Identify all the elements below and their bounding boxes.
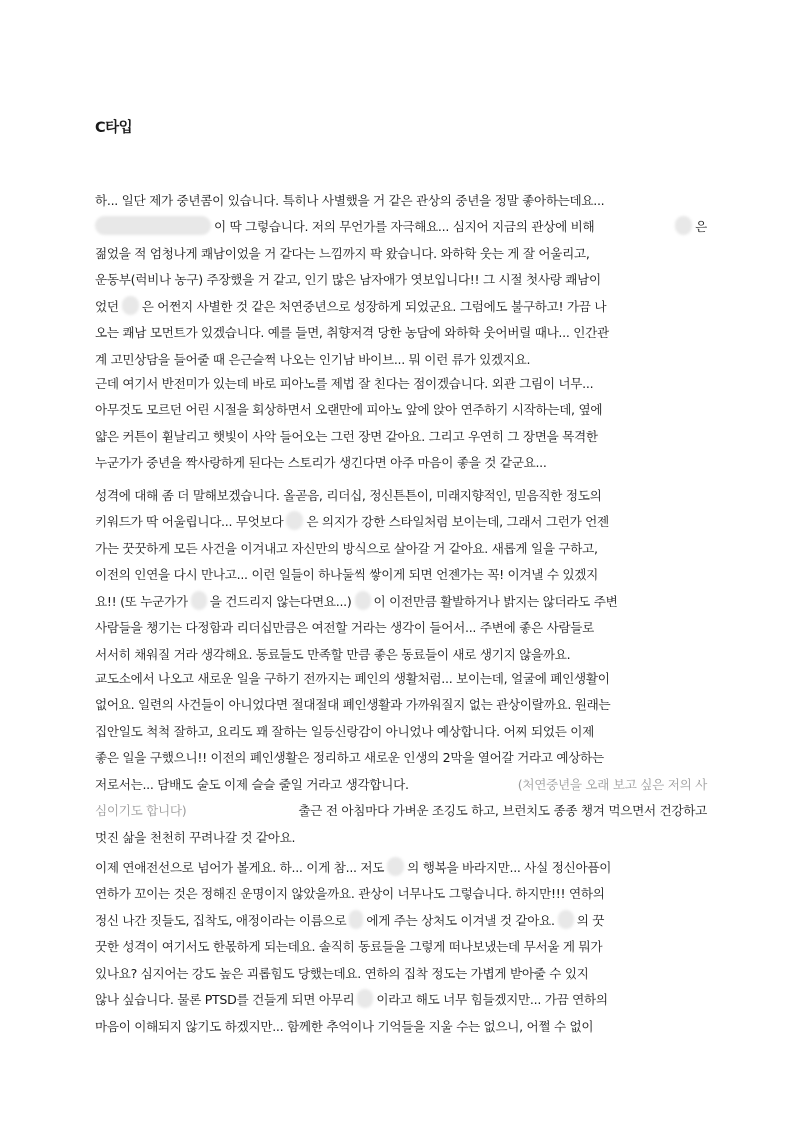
- redacted-name: [675, 216, 692, 235]
- redacted-name: [355, 591, 371, 610]
- text-line: 이전의 인연을 다시 만나고... 이런 일들이 하나둘씩 쌓이게 되면 언젠가는 꼭! 이겨낼 수 있겠지: [95, 567, 599, 583]
- paragraph-2: [95, 369, 707, 475]
- text-line: 이 딱 그렇습니다. 저의 무언가를 자극해요... 심지어 지금의 관상에 비해 은: [95, 213, 707, 240]
- text-line: 키워드가 딱 어울립니다... 무엇보다 은 의지가 강한 스타일처럼 보이는데, 그래서 그런가 언젠: [95, 508, 707, 535]
- paragraph-3: [95, 481, 707, 667]
- redacted-name: [95, 216, 211, 235]
- text-line: 사람들을 챙기는 다정함과 리더십만큼은 여전할 거라는 생각이 들어서... 주변에 좋은 사람들로: [95, 620, 595, 636]
- redacted-name: [357, 989, 373, 1008]
- redacted-name: [191, 591, 207, 610]
- redacted-name: [349, 910, 363, 929]
- text-line: 하... 일단 제가 중년콤이 있습니다. 특히나 사별했을 거 같은 관상의 중년을 정말 좋아하는데요...: [95, 192, 605, 208]
- text-line: 서서히 채워질 거라 생각해요. 동료들도 만족할 만큼 좋은 동료들이 새로 생기지 않을까요.: [95, 646, 571, 662]
- text-line: 집안일도 척척 잘하고, 요리도 꽤 잘하는 일등신랑감이 아니었나 예상합니다. 어찌 되었든 이제: [95, 723, 595, 739]
- text-line: 아무것도 모르던 어린 시절을 회상하면서 오랜만에 피아노 앞에 앉아 연주하기 시작하는데, 옆에: [95, 402, 603, 418]
- text-line: 었던 은 어쩐지 사별한 것 같은 처연중년으로 성장하게 되었군요. 그럼에도 불구하고! 가끔 나: [95, 292, 707, 319]
- text-line: 연하가 꼬이는 것은 정해진 운명이지 않았을까요. 관상이 너무나도 그렇습니다. 하지만!!! 연하의: [95, 886, 605, 902]
- text-line: 젊었을 적 엄청나게 쾌남이었을 거 같다는 느낌까지 팍 왔습니다. 와하학 웃는 게 잘 어울리고,: [95, 245, 590, 261]
- redacted-name: [558, 910, 574, 929]
- text-line: 성격에 대해 좀 더 말해보겠습니다. 올곧음, 리더십, 정신튼튼이, 미래지향적인, 믿음직한 정도의: [95, 487, 602, 503]
- text-line: 요!! (또 누군가가 을 건드리지 않는다면요...) 이 이전만큼 활발하거나 밝지는 않더라도 주변: [95, 587, 707, 614]
- text-line: 저로서는... 담배도 술도 이제 슬슬 줄일 거라고 생각합니다. (처연중년을 오래 보고 싶은 저의 사: [95, 770, 707, 797]
- text-line: 이제 연애전선으로 넘어가 볼게요. 하... 이게 참... 저도 의 행복을 바라지만... 사실 정신아픔이: [95, 853, 707, 880]
- text-line: 교도소에서 나오고 새로운 일을 구하기 전까지는 폐인의 생활처럼... 보이는데, 얼굴에 폐인생활이: [95, 670, 610, 686]
- text-line: 않나 싶습니다. 물론 PTSD를 건들게 되면 아무리 이라고 해도 너무 힘들겠지만... 가끔 연하의: [95, 986, 707, 1013]
- redacted-name: [122, 296, 139, 315]
- text-line: 없어요. 일련의 사건들이 아니었다면 절대절대 폐인생활과 가까워질지 없는 관상이랄까요. 원래는: [95, 697, 611, 713]
- text-line: 좋은 일을 구했으니!! 이전의 폐인생활은 정리하고 새로운 인생의 2막을 열어갈 거라고 예상하는: [95, 750, 604, 766]
- text-line: 정신 나간 짓들도, 집착도, 애정이라는 이름으로 에게 주는 상처도 이겨낼 것 같아요. 의 꿋: [95, 906, 707, 933]
- text-line: 심이기도 합니다) 출근 전 아침마다 가벼운 조깅도 하고, 브런치도 종종 챙겨 먹으면서 건강하고: [95, 797, 707, 824]
- text-line: 누군가가 중년을 짝사랑하게 된다는 스토리가 생긴다면 아주 마음이 좋을 것 같군요...: [95, 455, 547, 471]
- text-line: 근데 여기서 반전미가 있는데 바로 피아노를 제법 잘 친다는 점이겠습니다. 외관 그림이 너무...: [95, 375, 594, 391]
- redacted-name: [286, 511, 303, 530]
- text-line: 얇은 커튼이 휟날리고 햇빛이 사악 들어오는 그런 장면 같아요. 그리고 우연히 그 장면을 목격한: [95, 428, 598, 444]
- text-line: 계 고민상담을 들어줄 때 은근슬쩍 나오는 인기남 바이브... 뭐 이런 류가 있겠지요.: [95, 351, 531, 367]
- text-line: 꿋한 성격이 여기서도 한몫하게 되는데요. 솔직히 동료들을 그렇게 떠나보냈는데 무서울 게 뭐가: [95, 939, 603, 955]
- paragraph-4: [95, 664, 707, 850]
- text-line: 멋진 삶을 천천히 꾸려나갈 것 같아요.: [95, 829, 296, 845]
- text-line: 마음이 이해되지 않기도 하겠지만... 함께한 추억이나 기억들을 지울 수는 없으니, 어쩔 수 없이: [95, 1018, 594, 1034]
- paragraph-5: [95, 853, 707, 1039]
- text-line: 있나요? 심지어는 강도 높은 괴롭힘도 당했는데요. 연하의 집착 정도는 가볍게 받아줄 수 있지: [95, 965, 589, 981]
- redacted-name: [387, 857, 404, 876]
- aside-note: 심이기도 합니다): [95, 803, 187, 819]
- text-line: 오는 쾌남 모먼트가 있겠습니다. 예를 들면, 취향저격 당한 농담에 와하학 웃어버릴 때나... 인간관: [95, 325, 609, 341]
- text-line: 가는 꿋꿋하게 모든 사건을 이겨내고 자신만의 방식으로 살아갈 거 같아요. 새롭게 일을 구하고,: [95, 540, 598, 556]
- page-title: C타입: [95, 120, 133, 136]
- aside-note: (처연중년을 오래 보고 싶은 저의 사: [517, 776, 707, 792]
- paragraph-1: [95, 186, 707, 372]
- text-line: 운동부(럭비나 농구) 주장했을 거 같고, 인기 많은 남자애가 엿보입니다!! 그 시절 첫사랑 쾌남이: [95, 272, 601, 288]
